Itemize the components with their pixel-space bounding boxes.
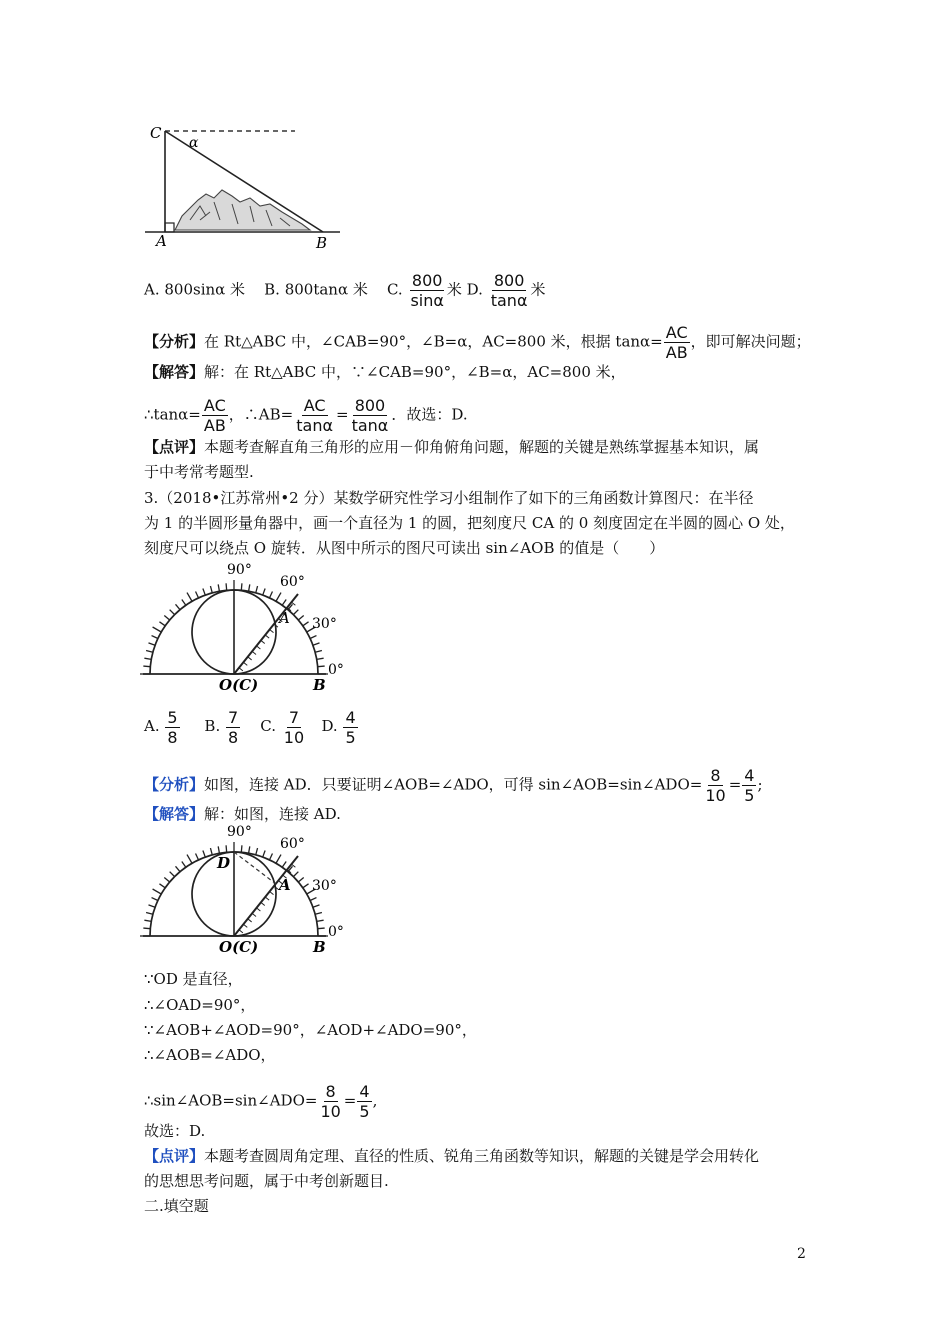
- svg-text:O(C): O(C): [219, 676, 259, 692]
- q3-answer: 【解答】解：如图，连接 AD.: [144, 805, 341, 823]
- protractor-figure-with-d: [140, 822, 355, 957]
- q3-step-1: ∵OD 是直径，: [144, 970, 243, 988]
- svg-text:O(C): O(C): [219, 938, 259, 956]
- label-c: C: [150, 124, 162, 142]
- svg-text:30°: 30°: [312, 878, 337, 894]
- q2-options: A. 800sinα 米 B. 800tanα 米 C. $\frac{800}{\sin\alpha}$ 米 D. $\frac{800}{\tan\alpha}$ 米: [144, 271, 546, 310]
- q2-option-c-label: C.: [386, 280, 403, 299]
- section-heading: 二.填空题: [144, 1197, 209, 1215]
- q2-option-d-fraction: $\frac{800}{\tan\alpha}$: [490, 271, 528, 310]
- svg-text:A: A: [279, 609, 290, 627]
- q2-answer-step: ∴tanα= $\frac{AC}{AB}$ ，∴AB= $\frac{AC}{\tan\alpha}$ = $\frac{800}{\tan\alpha}$ ．故选：D.: [144, 396, 468, 435]
- q3-analysis: 【分析】如图，连接 AD．只要证明∠AOB=∠ADO，可得 sin∠AOB=sin∠ADO= $\frac{8}{10}$ = $\frac{4}{5}$ ;: [144, 766, 763, 805]
- q3-step-4: ∴∠AOB=∠ADO，: [144, 1046, 276, 1064]
- svg-text:D: D: [217, 854, 231, 872]
- svg-text:90°: 90°: [227, 562, 252, 578]
- q3-options: A. $\frac{5}{8}$ B. $\frac{7}{8}$ C. $\frac{7}{10}$ D. $\frac{4}{5}$: [144, 707, 356, 747]
- q2-comment: 【点评】本题考查解直角三角形的应用－仰角俯角问题，解题的关键是熟练掌握基本知识，属: [144, 438, 760, 456]
- q3-question-l2: 为 1 的半圆形量角器中，画一个直径为 1 的圆，把刻度尺 CA 的 0 刻度固定在半圆的圆心 O 处，: [144, 514, 795, 532]
- q3-step-5: ∴sin∠AOB=sin∠ADO= $\frac{8}{10}$ = $\frac{4}{5}$ ,: [144, 1082, 378, 1121]
- q3-comment-cont: 的思想思考问题，属于中考创新题目.: [144, 1172, 389, 1190]
- svg-text:60°: 60°: [280, 836, 305, 852]
- q3-comment: 【点评】本题考查圆周角定理、直径的性质、锐角三角函数等知识，解题的关键是学会用转化: [144, 1147, 760, 1165]
- protractor-figure: [140, 560, 355, 692]
- q2-option-d-label: 米 D.: [446, 280, 483, 299]
- svg-text:B: B: [313, 938, 326, 956]
- q2-analysis: 【分析】在 Rt△ABC 中，∠CAB=90°，∠B=α，AC=800 米，根据 tanα= $\frac{AC}{AB}$ ，即可解决问题；: [144, 323, 811, 362]
- q2-comment-cont: 于中考常考题型.: [144, 463, 254, 481]
- page-number: 2: [797, 1246, 806, 1262]
- svg-text:B: B: [313, 676, 326, 692]
- q3-step-2: ∴∠OAD=90°，: [144, 996, 256, 1014]
- triangle-figure: [140, 120, 350, 250]
- q3-question-l1: 3.（2018•江苏常州•2 分）某数学研究性学习小组制作了如下的三角函数计算图尺：在半径: [144, 489, 754, 507]
- q3-question-l3: 刻度尺可以绕点 O 旋转．从图中所示的图尺可读出 sin∠AOB 的值是（ ）: [144, 539, 665, 557]
- svg-text:A: A: [279, 876, 291, 894]
- label-a: A: [156, 232, 167, 250]
- svg-text:30°: 30°: [312, 616, 337, 632]
- svg-text:90°: 90°: [227, 824, 252, 840]
- q3-step-6: 故选：D.: [144, 1122, 206, 1140]
- svg-text:0°: 0°: [328, 662, 344, 678]
- q2-option-c-fraction: $\frac{800}{\sin\alpha}$: [410, 271, 444, 310]
- q2-option-a: A. 800sinα 米: [144, 280, 246, 299]
- label-alpha: α: [189, 135, 199, 151]
- q2-answer: 【解答】解：在 Rt△ABC 中，∵∠CAB=90°，∠B=α，AC=800 米，: [144, 363, 626, 381]
- svg-text:0°: 0°: [328, 924, 344, 940]
- q2-option-b: B. 800tanα 米: [264, 280, 368, 299]
- label-b: B: [316, 234, 328, 250]
- svg-text:60°: 60°: [280, 574, 305, 590]
- q3-step-3: ∵∠AOB+∠AOD=90°，∠AOD+∠ADO=90°，: [144, 1021, 477, 1039]
